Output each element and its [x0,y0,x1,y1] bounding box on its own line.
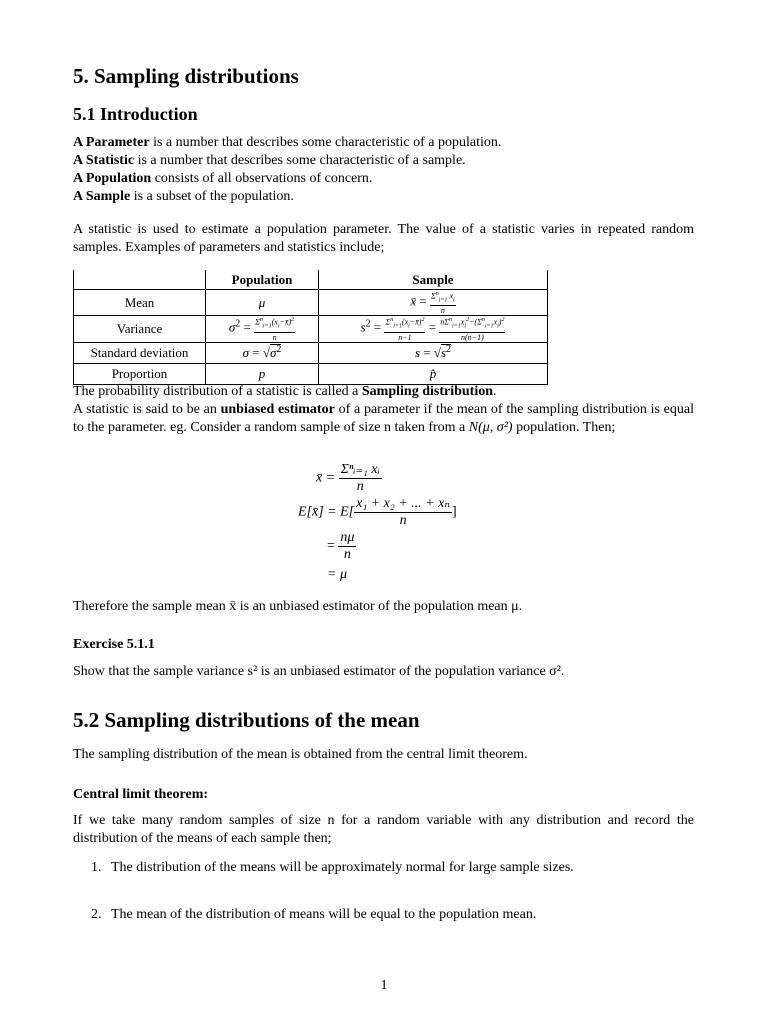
clt-list [73,906,694,924]
clt-heading: Central limit theorem: [73,787,209,802]
sampling-paragraph: The probability distribution of a statistic is called a Sampling distribution. A statistic is said to be an unbiased estimator of a parameter if the mean of the sampling distribution is equal to the parameter. eg. Consider a random sample of size n taken from a N(μ, σ²) population. Then; [73,384,694,435]
header-population: Population [206,270,319,290]
table-header-row [74,270,548,290]
equation-line: x̄ = $\frac{\text{Σⁿᵢ₌₁ xᵢ}}{n}$ [316,462,380,494]
conclusion: Therefore the sample mean x̄ is an unbiased estimator of the population mean μ. [73,599,523,614]
definition-line: A Sample is a subset of the population. [73,189,294,204]
parameters-table [73,270,548,385]
table-row [74,363,548,384]
row-label: Proportion [74,363,206,384]
mean-section-title: 5.2 Sampling distributions of the mean [73,708,420,732]
table-row [74,342,548,363]
definition-line: A Parameter is a number that describes some characteristic of a population. [73,135,502,150]
intro-heading: 5.1 Introduction [73,104,198,124]
row-label: Mean [74,290,206,316]
exercise-text: Show that the sample variance s² is an unbiased estimator of the population variance σ². [73,664,565,679]
equation-line: E[x̄] = E[ $\frac{\text{x₁ + x₂ + ... + xₙ}}{n}$ ] [298,496,457,528]
table-row [74,316,548,342]
cell-sample: x̄ = $\frac{\Sigma^n_{i=1} x_i}{n}$ [319,290,548,316]
row-label: Variance [74,316,206,342]
definition-line: A Statistic is a number that describes some characteristic of a sample. [73,153,466,168]
cell-sample: $s = √s^2$ [319,342,548,363]
clt-list [73,859,694,877]
equation-line: = $\frac{n\mu}{n}$ [327,530,355,562]
section-title: 5. Sampling distributions [73,64,299,88]
intro-paragraph: A statistic is used to estimate a population parameter. The value of a statistic varies in repeated random samples. Examples of parameters and statistics include; [73,222,694,255]
header-sample: Sample [319,270,548,290]
mean-section-text: The sampling distribution of the mean is obtained from the central limit theorem. [73,747,528,762]
list-item: 1. The distribution of the means will be approximately normal for large sample sizes. [91,860,574,875]
cell-population: $\sigma^2$ = $\frac{\Sigma^n_{i=1}(x_i-x̄)^2}{n}$ [206,316,319,342]
list-item: 2. The mean of the distribution of means will be equal to the population mean. [91,907,537,922]
page-number: 1 [380,978,388,993]
row-label: Standard deviation [74,342,206,363]
clt-text: If we take many random samples of size n for a random variable with any distribution and record the distribution of the means of each sample then; [73,813,694,846]
cell-population: $\sigma = √\sigma^2$ [206,342,319,363]
cell-sample: $s^2$ = $\frac{\Sigma^n_{i=1}(x_i-x̄)^2}{n-1}$ = $\frac{n\Sigma^n_{i=1}x_i^2-(\Sigma^n_{i=1}x_i)^2}{n(n-1)}$ [319,316,548,342]
definition-line: A Population consists of all observations of concern. [73,171,373,186]
equation-line: = μ [327,567,347,582]
table-row [74,290,548,316]
cell-sample: p̂ [319,363,548,384]
definitions [73,134,694,206]
cell-population: p [206,363,319,384]
cell-population: μ [206,290,319,316]
exercise-heading: Exercise 5.1.1 [73,637,155,652]
